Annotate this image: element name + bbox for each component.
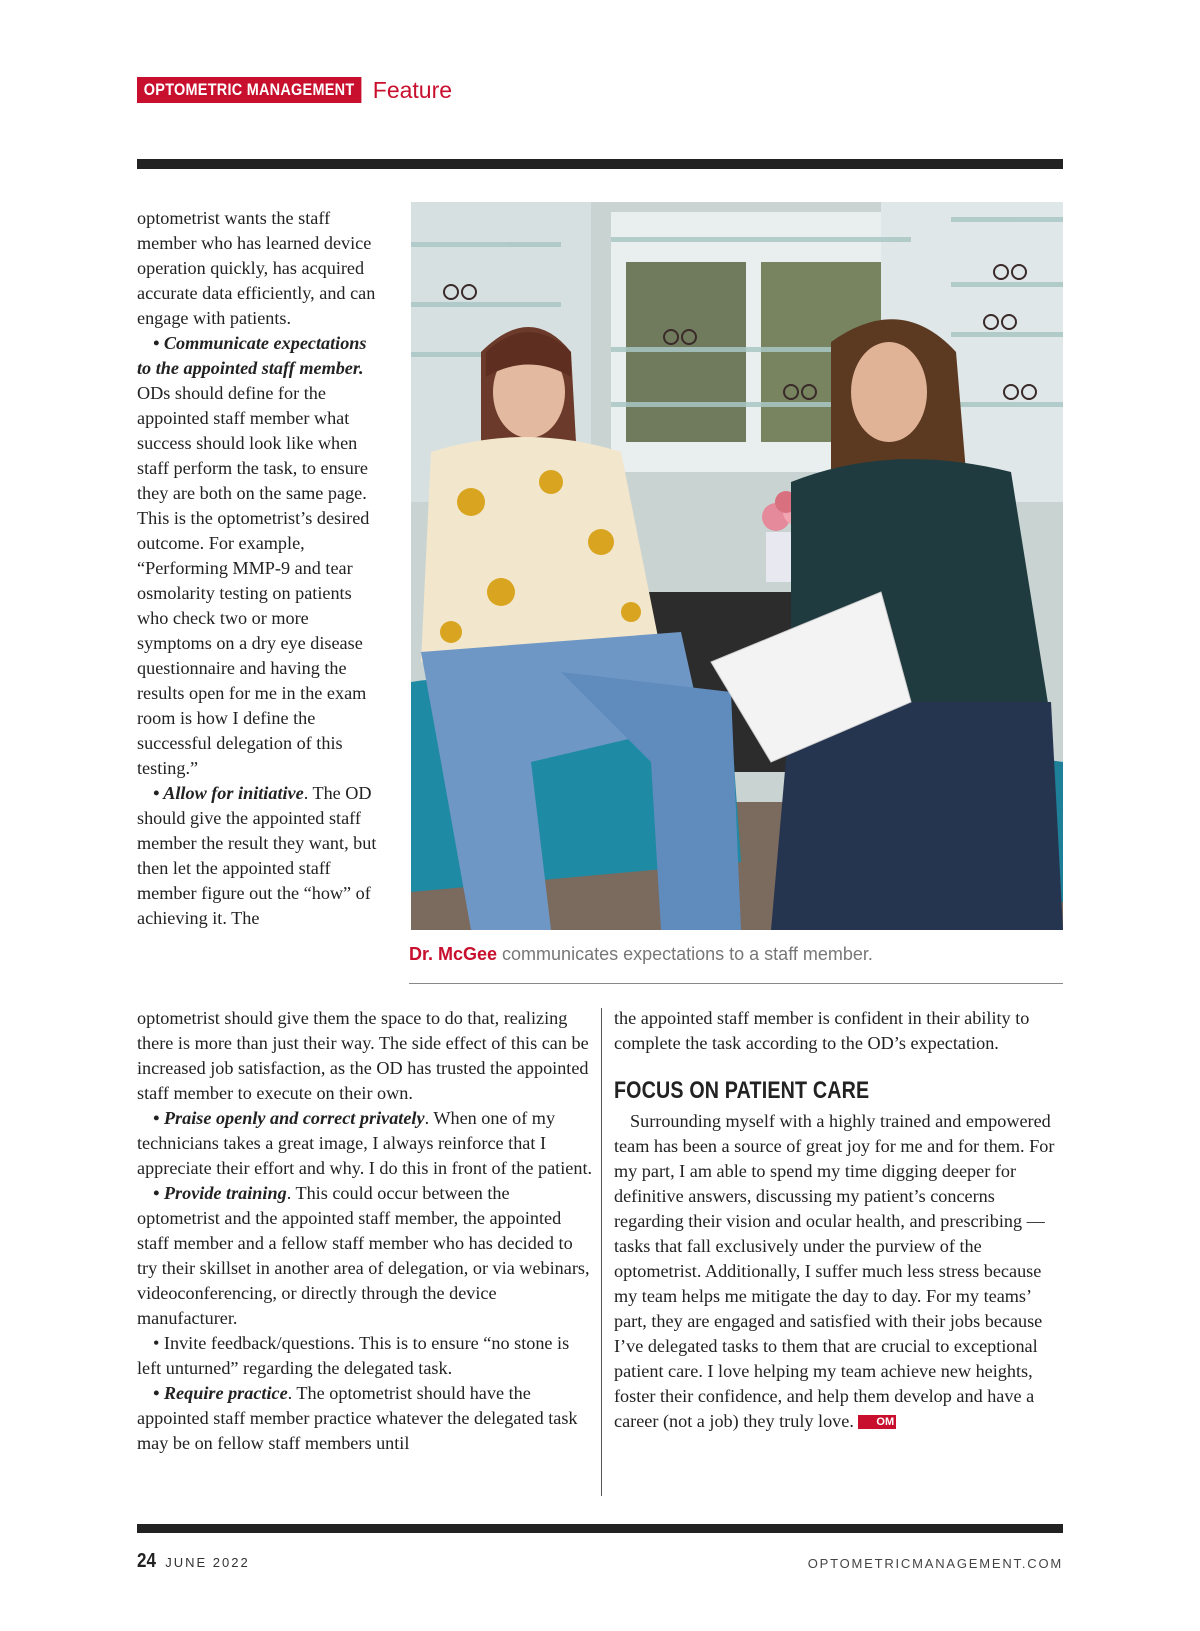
column-divider <box>601 1008 602 1496</box>
paragraph: optometrist should give them the space to do that, realizing there is more than just their way. The side effect of this can be increased job satisfaction, as the OD has trusted the appointed staff member to execute on their own. <box>137 1008 589 1103</box>
section-subhead: FOCUS ON PATIENT CARE <box>614 1077 870 1104</box>
bullet-paragraph: • Provide training. This could occur between the optometrist and the appointed staff member, the appointed staff member and a fellow staff member who has decided to try their skillset in another area of delegation, or via webinars, videoconferencing, or directly through the device manufacturer. <box>137 1183 590 1328</box>
bottom-rule <box>137 1524 1063 1533</box>
right-column <box>614 1006 1064 1434</box>
narrow-column <box>137 206 377 931</box>
running-header <box>137 77 452 103</box>
footer-folio <box>137 1550 250 1573</box>
footer-site: OPTOMETRICMANAGEMENT.COM <box>807 1556 1063 1571</box>
bullet-paragraph: • Praise openly and correct privately. When one of my technicians takes a great image, I always reinforce that I appreciate their effort and why. I do this in front of the patient. <box>137 1108 593 1178</box>
paragraph: optometrist wants the staff member who has learned device operation quickly, has acquired accurate data efficiently, and can engage with patients. <box>137 208 376 328</box>
paragraph: the appointed staff member is confident in their ability to complete the task according to the OD’s expectation. <box>614 1008 1030 1053</box>
bullet-paragraph: • Require practice. The optometrist should have the appointed staff member practice whatever the delegated task may be on fellow staff members until <box>137 1383 578 1453</box>
top-rule <box>137 159 1063 169</box>
publication-brand: OPTOMETRIC MANAGEMENT <box>137 77 361 103</box>
article-photo <box>411 202 1063 930</box>
caption-rule <box>409 983 1063 984</box>
end-mark: OM <box>858 1415 896 1429</box>
bullet-paragraph: • Communicate expectations to the appointed staff member. ODs should define for the appointed staff member what success should look like when staff perform the task, to ensure they are both on the same page. This is the optometrist’s desired outcome. For example, “Performing MMP-9 and tear osmolarity testing on patients who check two or more symptoms on a dry eye disease questionnaire and having the results open for me in the exam room is how I define the successful delegation of this testing.” <box>137 333 370 778</box>
paragraph: Surrounding myself with a highly trained and empowered team has been a source of great joy for me and for them. For my part, I am able to spend my time digging deeper for definitive answers, discussing my patient’s concerns regarding their vision and ocular health, and prescribing — tasks that fall exclusively under the purview of the optometrist. Additionally, I suffer much less stress because my team helps me mitigate the day to day. For my teams’ part, they are engaged and satisfied with their jobs because I’ve delegated tasks to them that are crucial to exceptional patient care. I love helping my team achieve new heights, foster their confidence, and help them develop and have a career (not a job) they truly love. OM <box>614 1111 1055 1431</box>
page-number: 24 <box>137 1550 156 1572</box>
left-column <box>137 1006 595 1456</box>
issue-date: JUNE 2022 <box>165 1555 250 1570</box>
bullet-paragraph: • Invite feedback/questions. This is to ensure “no stone is left unturned” regarding the delegated task. <box>137 1333 570 1378</box>
bullet-paragraph: • Allow for initiative. The OD should give the appointed staff member the result they want, but then let the appointed staff member figure out the “how” of achieving it. The <box>137 783 377 928</box>
section-label: Feature <box>372 76 453 103</box>
photo-caption: Dr. McGee communicates expectations to a staff member. <box>409 944 873 964</box>
